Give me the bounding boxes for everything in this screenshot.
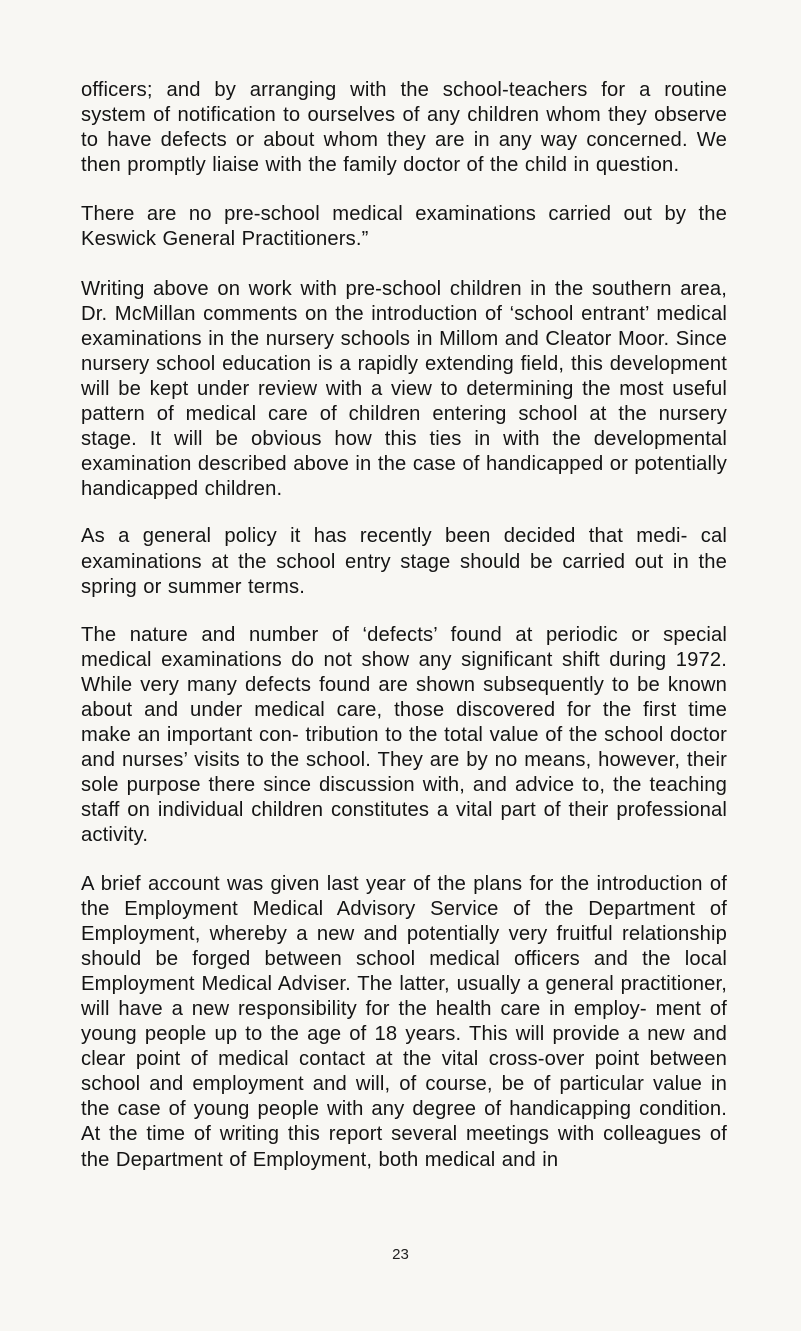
- paragraph-2: There are no pre-school medical examinations carried out by the Keswick General Practitioners.”: [81, 203, 727, 251]
- paragraph-5: The nature and number of ‘defects’ found at periodic or special medical examinations do not show any significant shift during 1972. While very many defects found are shown subsequently to be known about and under medical care, those discovered for the first time make an important con- tribution to the total value of the school doctor and nurses’ visits to the school. They are by no means, however, their sole purpose there since discussion with, and advice to, the teaching staff on individual children constitutes a vital part of their professional activity.: [81, 623, 727, 847]
- paragraph-3: Writing above on work with pre-school children in the southern area, Dr. McMillan comments on the introduction of ‘school entrant’ medical examinations in the nursery schools in Millom and Cleator Moor. Since nursery school education is a rapidly extending field, this development will be kept under review with a view to determining the most useful pattern of medical care of children entering school at the nursery stage. It will be obvious how this ties in with the developmental examination described above in the case of handicapped or potentially handicapped children.: [81, 277, 727, 501]
- paragraph-4: As a general policy it has recently been decided that medi- cal examinations at the school entry stage should be carried out in the spring or summer terms.: [81, 525, 727, 598]
- paragraph-1: officers; and by arranging with the school-teachers for a routine system of notification to ourselves of any children whom they observe to have defects or about whom they are in any way concerned. We then promptly liaise with the family doctor of the child in question.: [81, 79, 727, 177]
- body-text: [81, 78, 727, 1194]
- paragraph-6: A brief account was given last year of the plans for the introduction of the Employment Medical Advisory Service of the Department of Employment, whereby a new and potentially very fruitful relationship should be forged between school medical officers and the local Employment Medical Adviser. The latter, usually a general practitioner, will have a new responsibility for the health care in employ- ment of young people up to the age of 18 years. This will provide a new and clear point of medical contact at the vital cross-over point between school and employment and will, of course, be of particular value in the case of young people with any degree of handicapping condition. At the time of writing this report several meetings with colleagues of the Department of Employment, both medical and in: [81, 872, 727, 1171]
- page-number: 23: [392, 1246, 409, 1263]
